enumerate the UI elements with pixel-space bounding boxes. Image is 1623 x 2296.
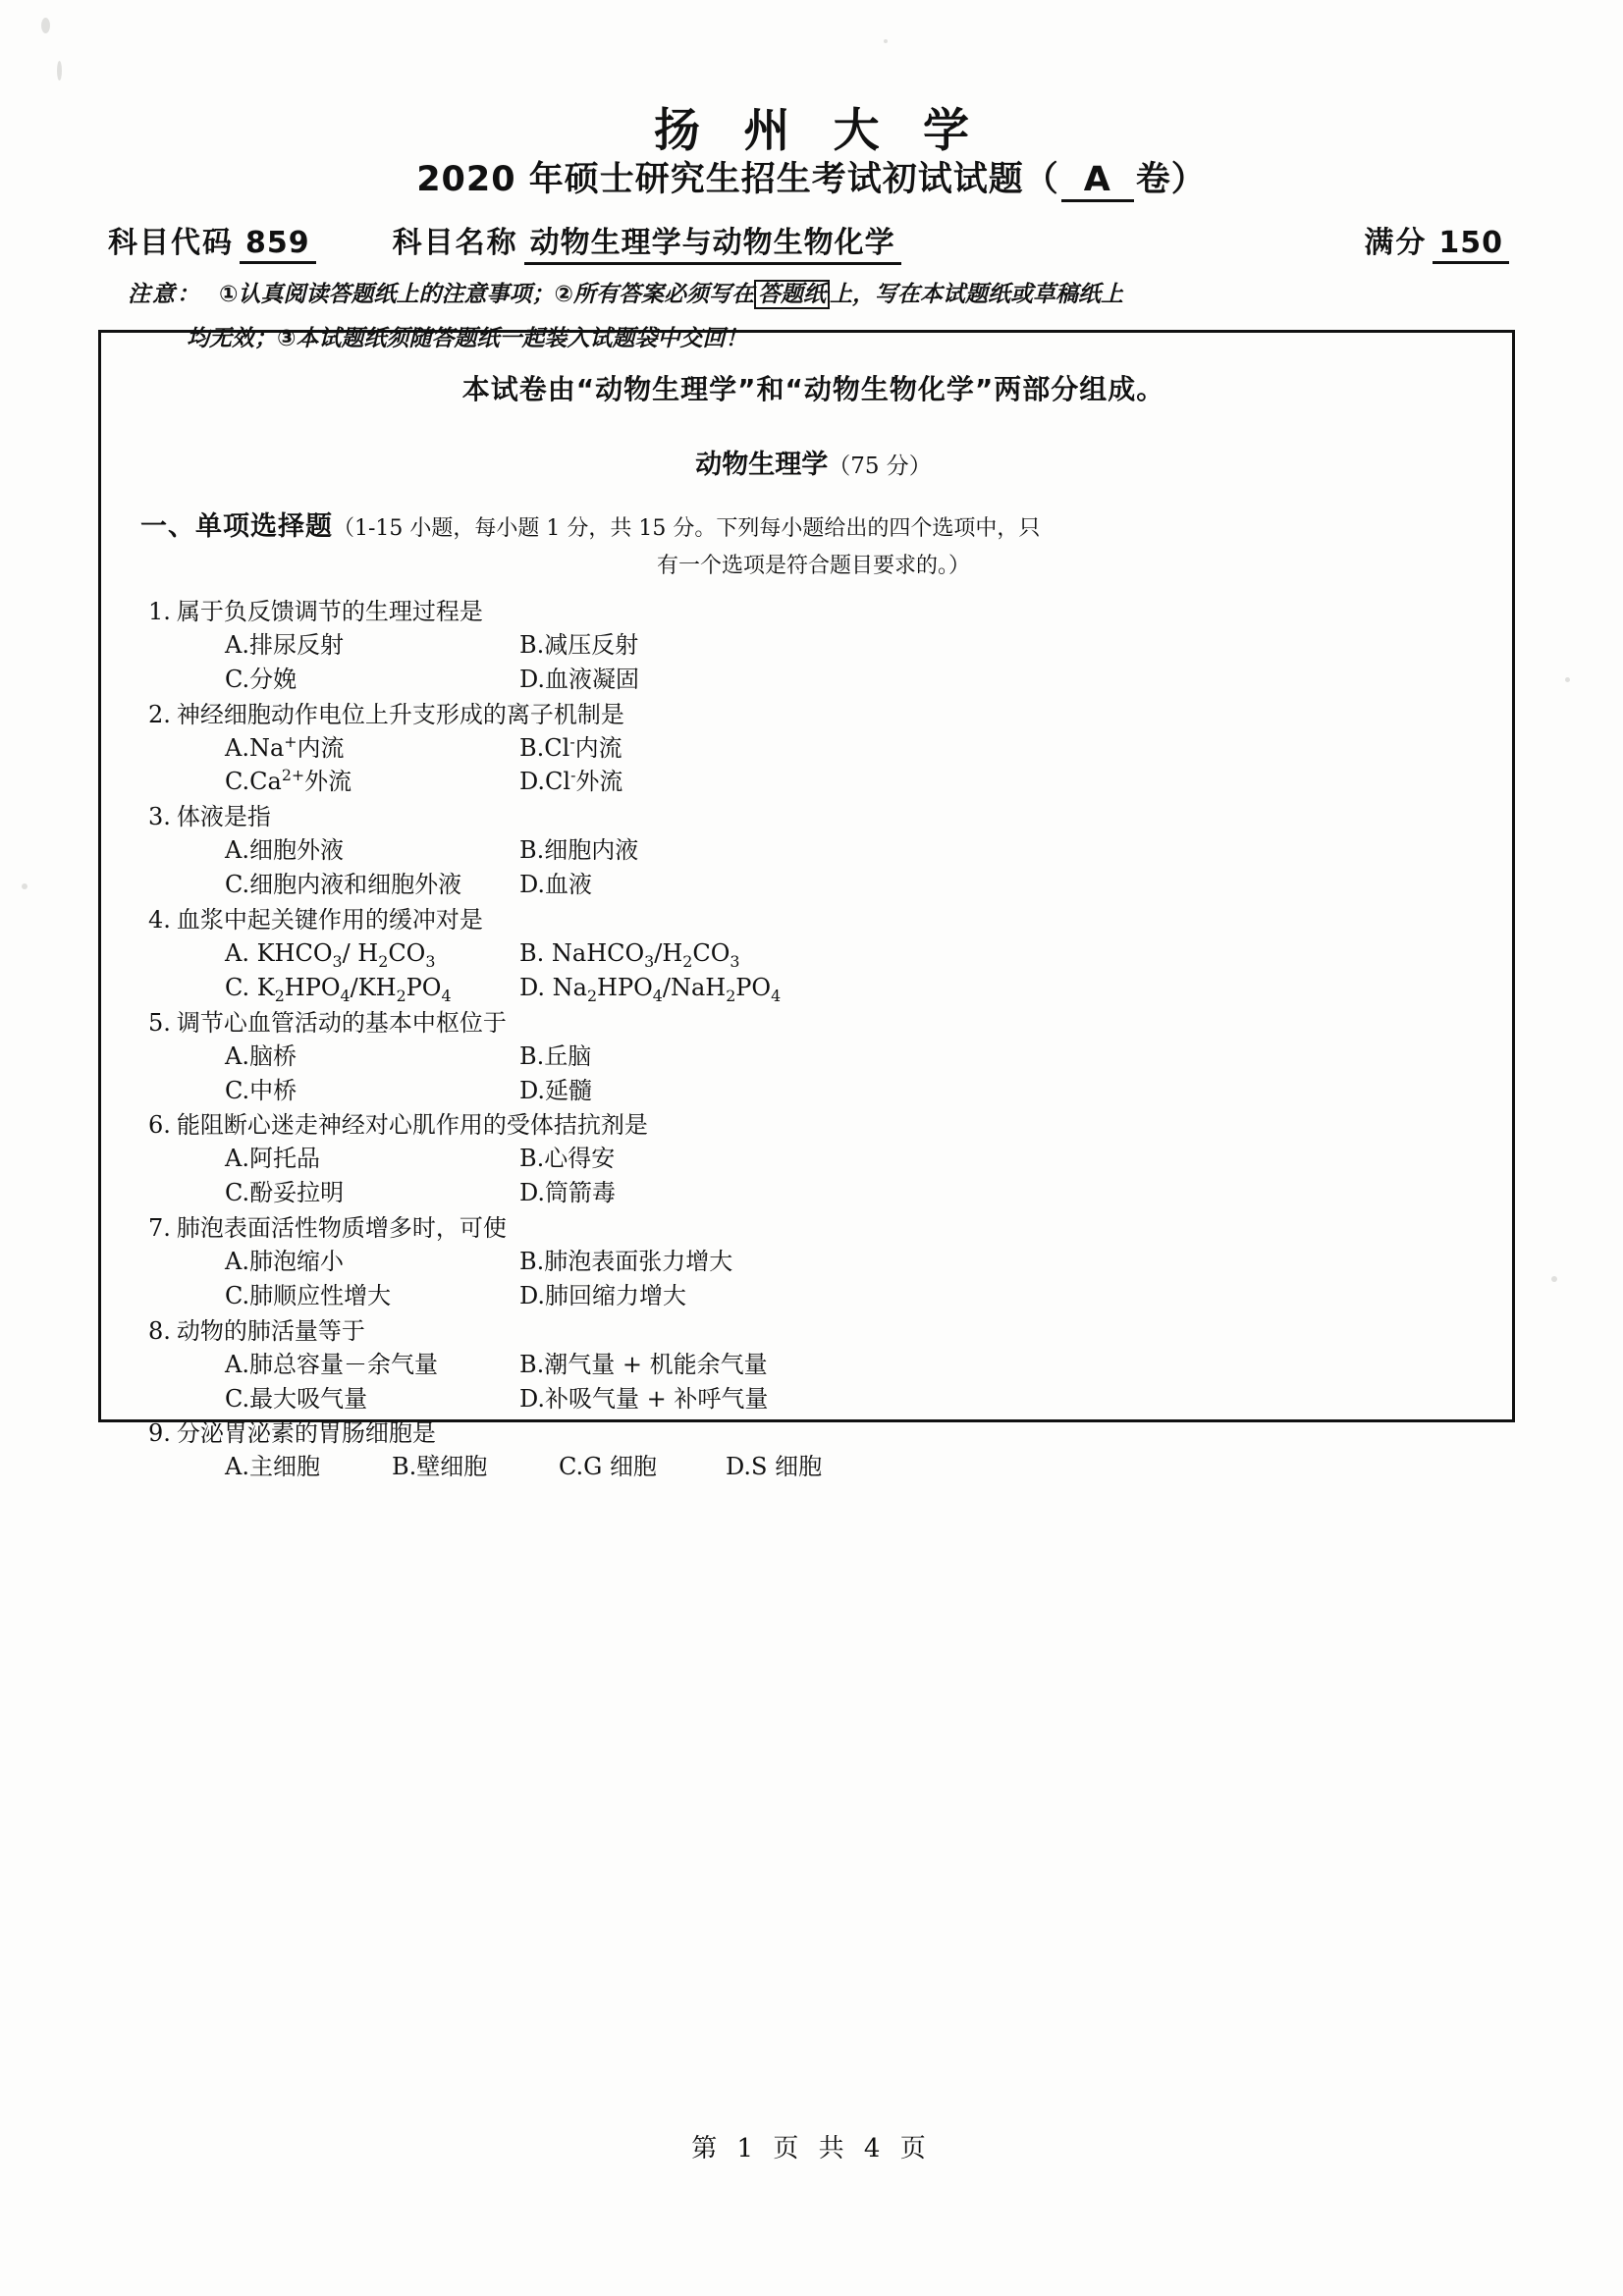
question-option[interactable]: D.S 细胞 [726,1453,823,1481]
question-option[interactable]: D.延髓 [519,1076,593,1104]
question-option[interactable]: C.酚妥拉明 [225,1179,345,1207]
scan-speck [22,883,27,889]
question-option[interactable]: A.细胞外液 [225,836,344,865]
notice-line2: 均无效；③本试题纸须随答题纸一起装入试题袋中交回！ [187,325,748,351]
option-row [140,936,1487,971]
question-list [140,595,1487,1484]
question-number: 3. [148,803,171,831]
question-option[interactable]: B.减压反射 [519,631,639,660]
question-option[interactable]: A.脑桥 [225,1041,297,1070]
option-row [140,1348,1487,1382]
university-title: 扬 州 大 学 [653,104,984,158]
question-option[interactable]: D.Cl-外流 [519,766,623,796]
section-title-text: 动物生理学 [695,450,829,480]
question-number: 2. [148,700,171,728]
paper-composition-note: 本试卷由“动物生理学”和“动物生物化学”两部分组成。 [461,373,1165,405]
question-number: 7. [148,1213,171,1242]
option-row [140,1040,1487,1074]
question-item [140,595,1487,697]
exam-title-suffix: 卷） [1135,160,1207,199]
option-row [140,628,1487,663]
question-option[interactable]: B.心得安 [519,1145,616,1173]
subject-name-value: 动物生理学与动物生物化学 [524,218,901,265]
question-option[interactable]: C.细胞内液和细胞外液 [225,871,462,899]
question-option[interactable]: D.血液 [519,871,593,899]
question-stem [140,1108,1487,1142]
question-option[interactable]: C.最大吸气量 [225,1384,368,1413]
part-one-number: 一、单项选择题 [140,511,333,542]
notice-line1-part-b: 上，写在本试题纸或草稿纸上 [829,282,1123,307]
part-one-heading [140,507,1487,583]
question-item [140,698,1487,800]
question-item [140,800,1487,902]
question-option[interactable]: C. $K_2HPO_4/KH_2PO_4$ [225,973,452,1005]
part-one-description-cont: 有一个选项是符合题目要求的。） [656,553,970,578]
notice-line1-part-a: ①认真阅读答题纸上的注意事项；②所有答案必须写在 [219,282,754,307]
question-text: 调节心血管活动的基本中枢位于 [176,1008,507,1037]
question-option[interactable]: D.补吸气量 + 补呼气量 [519,1384,769,1413]
option-row [140,663,1487,697]
question-text: 属于负反馈调节的生理过程是 [176,597,483,625]
subject-code-label: 科目代码 [108,226,234,260]
question-option[interactable]: B.潮气量 + 机能余气量 [519,1350,768,1378]
question-stem [140,698,1487,731]
question-option[interactable]: C.G 细胞 [559,1453,657,1481]
question-option[interactable]: B.肺泡表面张力增大 [519,1248,733,1276]
question-number: 8. [148,1316,171,1345]
option-row [140,1245,1487,1279]
question-option[interactable]: A. $KHCO_3/$ $H_2CO_3$ [225,939,436,971]
question-number: 5. [148,1008,171,1037]
paper-code-value: A [1061,160,1134,202]
question-option[interactable]: B.壁细胞 [392,1453,488,1481]
question-text: 神经细胞动作电位上升支形成的离子机制是 [176,700,624,728]
section-points: （75 分） [828,454,932,479]
notice-answer-sheet-boxed: 答题纸 [754,280,830,309]
question-item [140,1108,1487,1210]
question-stem [140,800,1487,833]
option-row [140,1176,1487,1210]
subject-name-label: 科目名称 [392,226,518,260]
question-option[interactable]: C.中桥 [225,1076,298,1104]
question-stem [140,595,1487,628]
question-text: 动物的肺活量等于 [176,1316,365,1345]
notice-label: 注意： [128,282,201,307]
question-text: 肺泡表面活性物质增多时，可使 [176,1213,507,1242]
question-item [140,1006,1487,1108]
option-row [140,1279,1487,1313]
option-row [140,1382,1487,1416]
question-option[interactable]: B.细胞内液 [519,836,639,865]
question-option[interactable]: A.肺总容量－余气量 [225,1350,438,1378]
option-row [140,1450,1487,1484]
option-row [140,833,1487,868]
scan-speck [1551,1276,1557,1282]
option-row [140,765,1487,799]
question-option[interactable]: A.阿托品 [225,1145,320,1173]
option-row [140,731,1487,766]
question-option[interactable]: B.Cl-内流 [519,731,622,762]
subject-code-value: 859 [240,226,316,264]
question-text: 体液是指 [176,803,271,831]
part-one-description: （1-15 小题，每小题 1 分，共 15 分。下列每小题给出的四个选项中，只 [333,516,1041,541]
question-number: 6. [148,1111,171,1140]
exam-content-frame [98,330,1515,1481]
scan-speck [41,18,50,33]
option-row [140,868,1487,902]
question-item [140,1211,1487,1313]
question-option[interactable]: D.肺回缩力增大 [519,1281,687,1309]
question-option[interactable]: D. $Na_2HPO_4/NaH_2PO_4$ [519,973,782,1005]
question-option[interactable]: B.丘脑 [519,1041,592,1070]
question-item [140,903,1487,1005]
question-option[interactable]: $C.Ca^{2+}$外流 [225,766,352,796]
exam-title-line [0,152,1623,202]
scan-speck [1565,677,1570,682]
question-option[interactable]: C.分娩 [225,665,298,693]
question-text: 血浆中起关键作用的缓冲对是 [176,905,483,934]
scan-speck [57,61,62,80]
question-option[interactable]: A.肺泡缩小 [225,1248,344,1276]
question-stem [140,1416,1487,1450]
scan-speck [884,39,888,43]
option-row [140,1074,1487,1108]
question-option[interactable]: A.主细胞 [225,1453,320,1481]
page-footer: 第 1 页 共 4 页 [691,2134,932,2163]
question-stem [140,903,1487,936]
subject-meta-line [108,218,1515,265]
question-option[interactable]: C.肺顺应性增大 [225,1281,392,1309]
question-text: 分泌胃泌素的胃肠细胞是 [176,1419,436,1448]
question-item [140,1314,1487,1416]
question-number: 1. [148,597,171,625]
question-number: 9. [148,1419,171,1448]
question-option[interactable]: D.筒箭毒 [519,1179,617,1207]
question-option[interactable]: A.Na+内流 [225,731,345,762]
question-option[interactable]: B. $NaHCO_3/H_2CO_3$ [519,939,740,971]
exam-title-prefix: 2020 年硕士研究生招生考试初试试题（ [416,160,1059,199]
question-number: 4. [148,905,171,934]
question-stem [140,1211,1487,1245]
full-marks-value: 150 [1433,226,1509,264]
question-stem [140,1006,1487,1040]
question-text: 能阻断心迷走神经对心肌作用的受体拮抗剂是 [176,1111,648,1140]
option-row [140,971,1487,1005]
section-title [140,443,1487,481]
full-marks-label: 满分 [1364,226,1428,260]
question-item [140,1416,1487,1484]
option-row [140,1142,1487,1176]
question-option[interactable]: A.排尿反射 [225,631,344,660]
question-option[interactable]: D.血液凝固 [519,665,640,693]
question-stem [140,1314,1487,1348]
